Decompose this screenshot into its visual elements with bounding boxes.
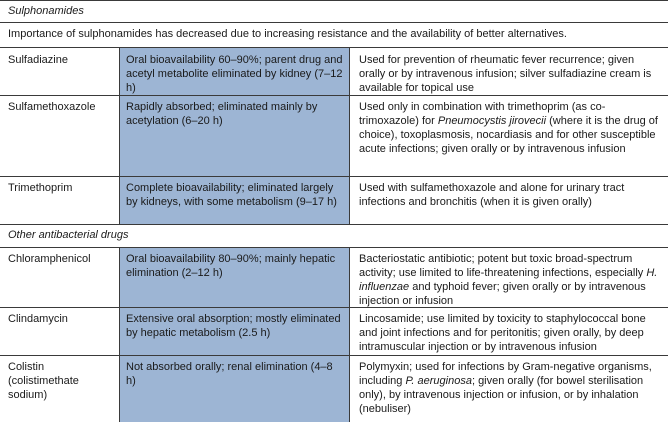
section-title-sulphonamides: Sulphonamides	[8, 5, 84, 17]
table-rule	[0, 176, 668, 177]
section-note: Importance of sulphonamides has decreased due to increasing resistance and the availability of better alternatives.	[8, 28, 567, 40]
table-rule	[0, 355, 668, 356]
clinical-use: Bacteriostatic antibiotic; potent but toxic broad-spectrum activity; use limited to life-threatening infections, especially H. influenzae and typhoid fever; given orally or by intravenous injection or infusion	[359, 253, 658, 307]
column-divider	[349, 48, 350, 224]
clinical-use: Used only in combination with trimethoprim (as co-trimoxazole) for Pneumocystis jirovecii (where it is the drug of choice), toxoplasmosis, nocardiasis and for other susceptible acute infections; given orally or by intravenous infusion	[359, 101, 658, 155]
clinical-use: Lincosamide; use limited by toxicity to staphylococcal bone and joint infections and for peritonitis; given orally, by deep intramuscular injection or by intravenous infusion	[359, 313, 646, 353]
drug-name: Sulfamethoxazole	[8, 101, 96, 113]
pharmacokinetics: Rapidly absorbed; eliminated mainly by acetylation (6–20 h)	[126, 101, 318, 127]
table-rule	[0, 224, 668, 225]
pharmacokinetics: Extensive oral absorption; mostly eliminated by hepatic metabolism (2.5 h)	[126, 313, 341, 339]
column-divider	[119, 48, 120, 224]
table-rule	[0, 95, 668, 96]
table-rule	[0, 0, 668, 1]
table-rule	[0, 22, 668, 23]
table-rule	[0, 247, 668, 248]
pharmacokinetics: Oral bioavailability 60–90%; parent drug and acetyl metabolite eliminated by kidney (7–12 h)	[126, 54, 343, 94]
drug-name: Clindamycin	[8, 313, 68, 325]
column-divider	[119, 248, 120, 422]
drug-name: Trimethoprim	[8, 182, 73, 194]
clinical-use: Polymyxin; used for infections by Gram-negative organisms, including P. aeruginosa; given orally (for bowel sterilisation only), by intravenous injection or infusion, or by inhalation (nebuliser)	[359, 361, 652, 415]
drug-name: Colistin (colistimethate sodium)	[8, 361, 79, 401]
column-divider	[349, 248, 350, 422]
clinical-use: Used with sulfamethoxazole and alone for urinary tract infections and bronchitis (when it is given orally)	[359, 182, 625, 208]
drug-name: Chloramphenicol	[8, 253, 91, 265]
section-title-other: Other antibacterial drugs	[8, 229, 129, 241]
clinical-use: Used for prevention of rheumatic fever recurrence; given orally or by intravenous infusion; silver sulfadiazine cream is available for topical use	[359, 54, 652, 94]
pharmacokinetics: Not absorbed orally; renal elimination (4–8 h)	[126, 361, 333, 387]
table-rule	[0, 307, 668, 308]
pharmacokinetics: Complete bioavailability; eliminated largely by kidneys, with some metabolism (9–17 h)	[126, 182, 337, 208]
pharmacokinetics: Oral bioavailability 80–90%; mainly hepatic elimination (2–12 h)	[126, 253, 336, 279]
drug-name: Sulfadiazine	[8, 54, 68, 66]
